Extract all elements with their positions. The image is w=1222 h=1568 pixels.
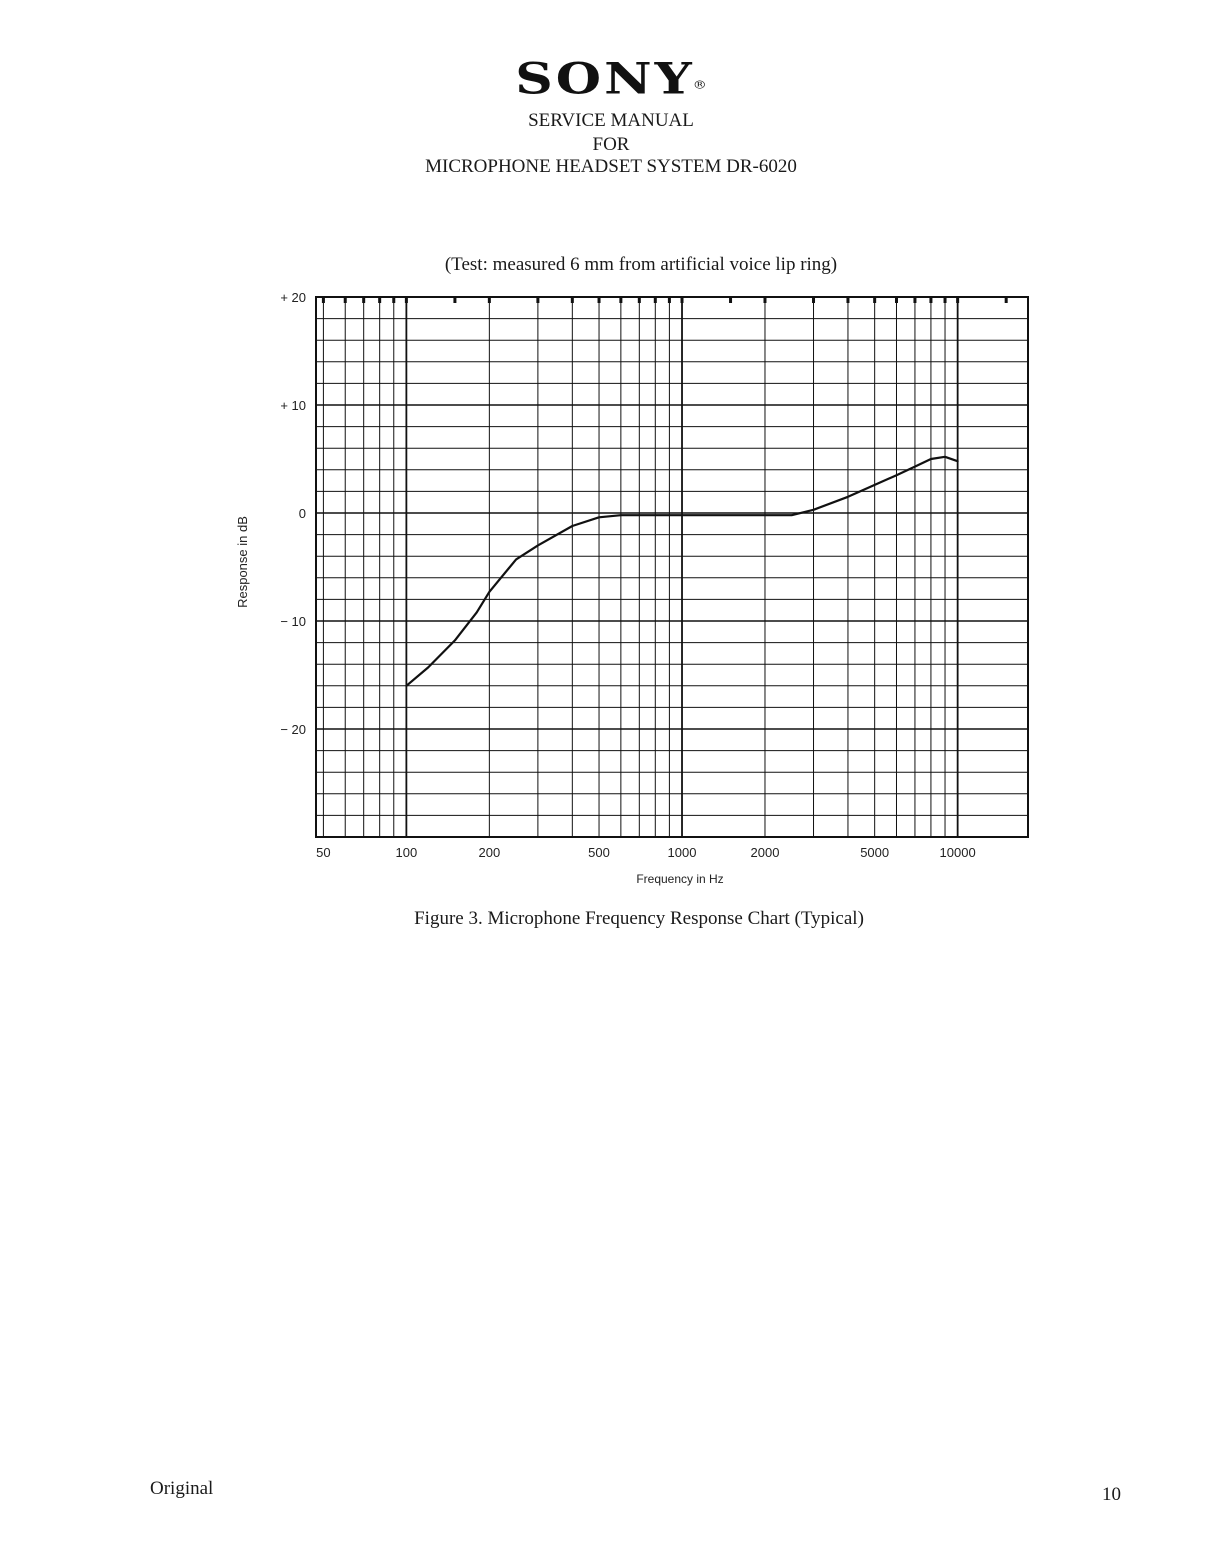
top-tick-mark xyxy=(322,297,325,303)
top-tick-mark xyxy=(488,297,491,303)
y-tick-label: + 20 xyxy=(280,290,306,305)
x-tick-label: 50 xyxy=(316,845,331,860)
top-tick-mark xyxy=(405,297,408,303)
top-tick-mark xyxy=(619,297,622,303)
top-tick-mark xyxy=(378,297,381,303)
x-tick-label: 5000 xyxy=(860,845,890,860)
y-tick-label: 0 xyxy=(298,506,306,521)
figure-caption: Figure 3. Microphone Frequency Response Chart (Typical) xyxy=(414,908,864,929)
y-axis-label: Response in dB xyxy=(235,516,250,608)
header-line-for: FOR xyxy=(592,134,630,155)
top-tick-mark xyxy=(681,297,684,303)
top-tick-mark xyxy=(598,297,601,303)
top-tick-mark xyxy=(729,297,732,303)
top-tick-mark xyxy=(812,297,815,303)
top-tick-mark xyxy=(913,297,916,303)
top-tick-mark xyxy=(1005,297,1008,303)
top-tick-mark xyxy=(453,297,456,303)
top-tick-mark xyxy=(873,297,876,303)
x-tick-label: 200 xyxy=(478,845,501,860)
plot-frame xyxy=(316,297,1028,837)
y-tick-label: − 10 xyxy=(280,614,306,629)
header-line-product: MICROPHONE HEADSET SYSTEM DR-6020 xyxy=(425,156,797,177)
footer-original: Original xyxy=(150,1478,214,1499)
x-tick-label: 1000 xyxy=(667,845,697,860)
x-tick-label: 500 xyxy=(588,845,610,860)
top-tick-mark xyxy=(929,297,932,303)
x-tick-label: 10000 xyxy=(939,845,976,860)
top-tick-mark xyxy=(763,297,766,303)
registered-mark: ® xyxy=(692,78,707,92)
page-number: 10 xyxy=(1102,1484,1121,1505)
test-note: (Test: measured 6 mm from artificial voice lip ring) xyxy=(444,254,838,275)
top-tick-mark xyxy=(895,297,898,303)
x-tick-labels xyxy=(316,845,976,860)
brand-name: SONY xyxy=(515,53,695,104)
top-tick-mark xyxy=(638,297,641,303)
x-axis-label: Frequency in Hz xyxy=(636,872,724,886)
top-tick-mark xyxy=(536,297,539,303)
top-tick-mark xyxy=(392,297,395,303)
x-tick-label: 100 xyxy=(395,845,418,860)
header-line-service-manual: SERVICE MANUAL xyxy=(528,110,694,131)
top-tick-mark xyxy=(944,297,947,303)
top-tick-mark xyxy=(362,297,365,303)
chart-grid xyxy=(316,297,1028,837)
top-tick-mark xyxy=(846,297,849,303)
y-tick-label: − 20 xyxy=(280,722,306,737)
top-tick-mark xyxy=(956,297,959,303)
x-tick-label: 2000 xyxy=(750,845,780,860)
top-tick-mark xyxy=(571,297,574,303)
y-tick-label: + 10 xyxy=(280,398,306,413)
top-tick-mark xyxy=(654,297,657,303)
top-tick-mark xyxy=(344,297,347,303)
top-tick-mark xyxy=(668,297,671,303)
y-tick-labels xyxy=(280,290,306,737)
